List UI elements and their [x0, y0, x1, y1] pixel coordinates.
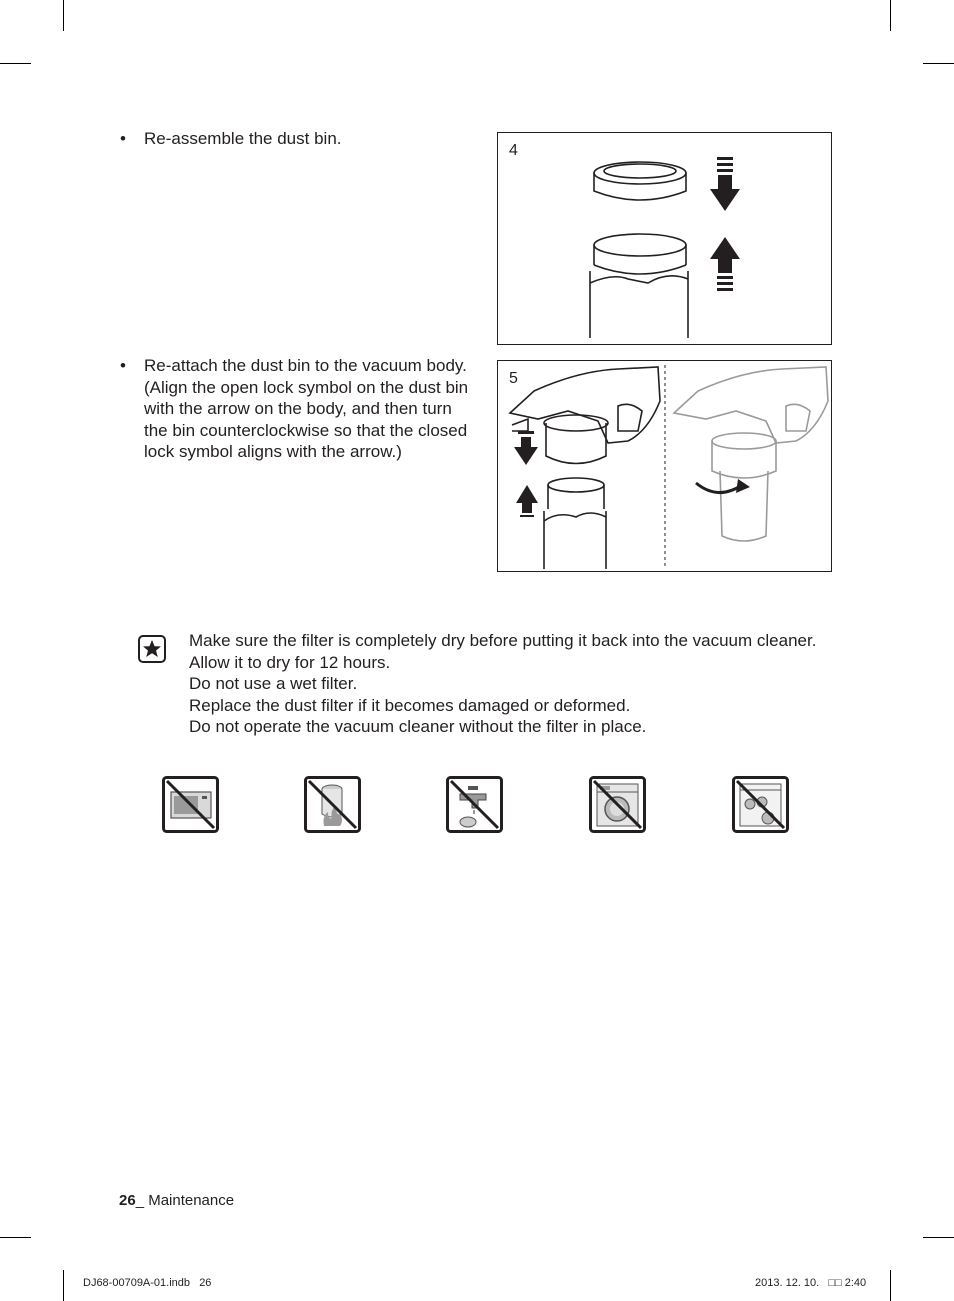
no-fire-drying-icon — [304, 776, 361, 833]
step-5-figure — [497, 360, 832, 572]
step-5-number: 5 — [509, 370, 518, 387]
imprint-datetime: 2013. 12. 10. □□ 2:40 — [755, 1277, 867, 1289]
note-line: Do not use a wet filter. — [189, 674, 358, 693]
filter-caution-note — [189, 630, 889, 738]
note-line: Replace the dust filter if it becomes damaged or deformed. — [189, 695, 631, 715]
reattach-dust-bin-illustration — [498, 361, 831, 571]
crop-mark — [923, 63, 954, 64]
crop-mark — [890, 1270, 891, 1301]
note-line: Do not operate the vacuum cleaner without the filter in place. — [189, 717, 647, 736]
crop-mark — [0, 63, 31, 64]
step-4-instruction — [120, 128, 470, 150]
reassemble-dust-bin-illustration — [498, 133, 831, 344]
step-5-instruction — [120, 355, 470, 463]
step-5-text: Re-attach the dust bin to the vacuum body. — [144, 356, 467, 375]
no-washing-machine-icon — [589, 776, 646, 833]
bullet: • — [120, 129, 126, 148]
no-tap-washing-icon — [446, 776, 503, 833]
no-dishwasher-icon — [732, 776, 789, 833]
step-4-number: 4 — [509, 142, 518, 159]
step-5-detail: (Align the open lock symbol on the dust bin with the arrow on the body, and then turn the bin counterclockwise so that the closed lock symbol aligns with the arrow.) — [144, 377, 469, 461]
note-line: Make sure the filter is completely dry before putting it back into the vacuum cleaner. — [189, 631, 817, 650]
crop-mark — [0, 1237, 31, 1238]
crop-mark — [63, 1270, 64, 1301]
no-microwave-icon — [162, 776, 219, 833]
crop-mark — [890, 0, 891, 31]
note-line: Allow it to dry for 12 hours. — [189, 652, 391, 672]
step-4-figure — [497, 132, 832, 345]
star-note-icon — [138, 635, 166, 663]
crop-mark — [923, 1237, 954, 1238]
imprint-file: DJ68-00709A-01.indb 26 — [83, 1277, 212, 1289]
section-name: _ Maintenance — [135, 1192, 235, 1209]
bullet: • — [120, 356, 126, 375]
page-number: 26 — [119, 1192, 136, 1209]
crop-mark — [63, 0, 64, 31]
page-footer — [119, 1192, 234, 1209]
step-4-text: Re-assemble the dust bin. — [144, 129, 342, 148]
